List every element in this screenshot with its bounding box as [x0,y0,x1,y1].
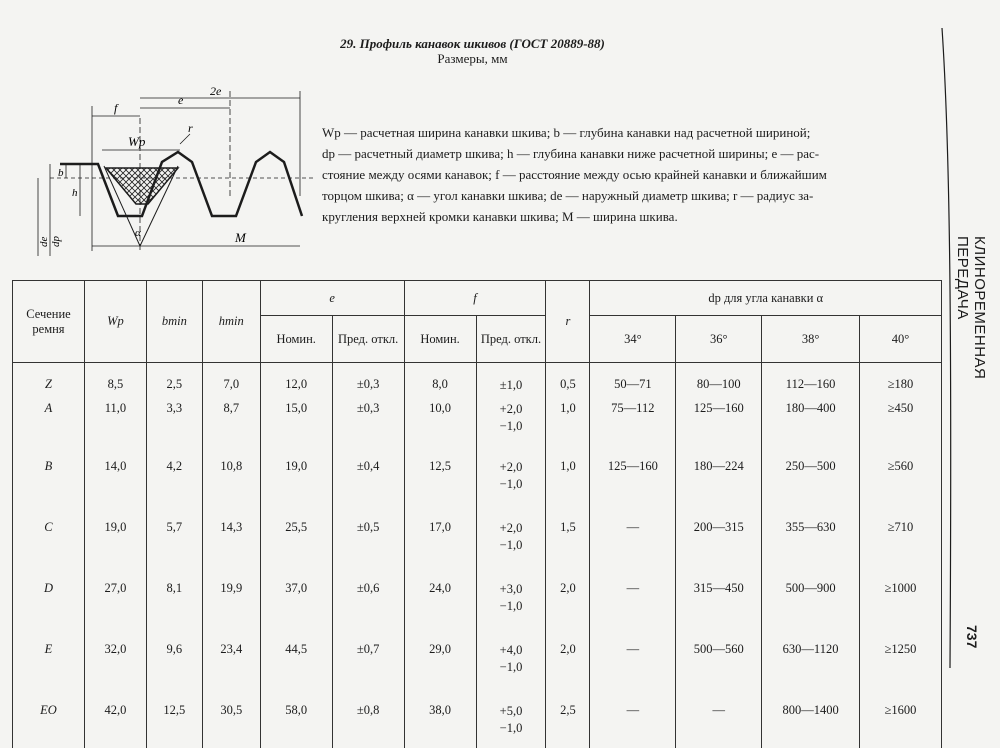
table-row [13,504,942,565]
cell-e-tolerance: ±0,7 [332,626,404,687]
tolerance-upper: +2,0 [499,402,523,416]
cell-f-tolerance [476,401,546,443]
cell-dp-38: 800—1400 [762,687,860,748]
cell-e-tolerance: ±0,8 [332,687,404,748]
cell-dp-38: 630—1120 [762,626,860,687]
header-bmin: bmin [146,281,202,363]
cell-bmin: 8,1 [146,565,202,626]
header-e: e [260,281,404,316]
groove-dimensions-table [12,280,942,748]
cell-section: E [13,626,85,687]
tolerance-lower: −1,0 [499,538,523,552]
header-dp-angle: dp для угла канавки α [590,281,942,316]
cell-dp-34: 75—112 [590,401,676,443]
cell-r: 2,0 [546,565,590,626]
label-dp: dp [50,236,62,247]
header-f: f [404,281,546,316]
cell-hmin: 7,0 [202,363,260,402]
cell-dp-40: ≥1600 [860,687,942,748]
cell-f-nominal: 38,0 [404,687,476,748]
cell-r: 0,5 [546,363,590,402]
header-wp: Wp [84,281,146,363]
legend-line: торцом шкива; α — угол канавки шкива; de — наружный диаметр шкива; r — радиус за- [322,188,814,203]
header-e-tolerance: Пред. откл. [332,316,404,363]
cell-dp-38: 180—400 [762,401,860,443]
cell-bmin: 5,7 [146,504,202,565]
cell-bmin: 12,5 [146,687,202,748]
legend-line: Wp — расчетная ширина канавки шкива; b — глубина канавки над расчетной шириной; [322,125,811,140]
cell-dp-36: 200—315 [676,504,762,565]
cell-wp: 27,0 [84,565,146,626]
cell-f-tolerance [476,565,546,626]
cell-wp: 8,5 [84,363,146,402]
cell-e-nominal: 25,5 [260,504,332,565]
cell-section: B [13,443,85,504]
cell-e-tolerance: ±0,4 [332,443,404,504]
cell-dp-40: ≥1250 [860,626,942,687]
cell-f-tolerance [476,363,546,402]
table-row [13,401,942,443]
cell-f-nominal: 8,0 [404,363,476,402]
cell-e-tolerance: ±0,3 [332,363,404,402]
table-row [13,626,942,687]
groove-profile-diagram [30,86,320,258]
cell-dp-36: 180—224 [676,443,762,504]
cell-e-nominal: 15,0 [260,401,332,443]
cell-dp-34: 50—71 [590,363,676,402]
table-row [13,565,942,626]
tolerance-upper: +5,0 [499,704,523,718]
cell-wp: 19,0 [84,504,146,565]
cell-bmin: 9,6 [146,626,202,687]
table-row [13,687,942,748]
cell-r: 1,5 [546,504,590,565]
label-de: de [38,236,50,247]
chapter-title: КЛИНОРЕМЕННАЯ ПЕРЕДАЧА [954,236,988,380]
tolerance-lower: −1,0 [499,599,523,613]
symbol-legend [322,122,942,227]
cell-dp-36: 315—450 [676,565,762,626]
header-angle-40: 40° [860,316,942,363]
cell-dp-34: — [590,565,676,626]
legend-line: dp — расчетный диаметр шкива; h — глубина канавки ниже расчетной ширины; e — рас- [322,146,820,161]
cell-dp-36: 500—560 [676,626,762,687]
cell-e-nominal: 58,0 [260,687,332,748]
header-angle-36: 36° [676,316,762,363]
cell-r: 2,5 [546,687,590,748]
cell-e-tolerance: ±0,5 [332,504,404,565]
cell-section: D [13,565,85,626]
cell-dp-38: 355—630 [762,504,860,565]
cell-wp: 42,0 [84,687,146,748]
cell-dp-40: ≥560 [860,443,942,504]
page-number: 737 [964,625,980,649]
label-2e: 2e [210,86,222,98]
cell-section: A [13,401,85,443]
cell-e-nominal: 37,0 [260,565,332,626]
cell-r: 2,0 [546,626,590,687]
cell-r: 1,0 [546,401,590,443]
tolerance-lower: −1,0 [499,660,523,674]
cell-f-nominal: 24,0 [404,565,476,626]
cell-f-tolerance [476,687,546,748]
tolerance-upper: +4,0 [499,643,523,657]
cell-e-tolerance: ±0,6 [332,565,404,626]
cell-hmin: 8,7 [202,401,260,443]
tolerance-upper: ±1,0 [499,378,523,392]
header-e-nominal: Номин. [260,316,332,363]
cell-f-nominal: 12,5 [404,443,476,504]
cell-wp: 32,0 [84,626,146,687]
header-hmin: hmin [202,281,260,363]
cell-section: C [13,504,85,565]
cell-hmin: 19,9 [202,565,260,626]
cell-e-tolerance: ±0,3 [332,401,404,443]
cell-hmin: 23,4 [202,626,260,687]
cell-section: Z [13,363,85,402]
cell-dp-38: 500—900 [762,565,860,626]
label-wp: Wp [128,134,146,149]
table-title: 29. Профиль канавок шкивов (ГОСТ 20889-88) [340,36,605,51]
cell-r: 1,0 [546,443,590,504]
groove-profile-line [60,152,302,216]
cell-hmin: 10,8 [202,443,260,504]
header-angle-38: 38° [762,316,860,363]
label-b: b [58,167,64,179]
units-caption: Размеры, мм [437,51,508,66]
label-h: h [72,187,78,199]
cell-hmin: 30,5 [202,687,260,748]
header-f-tolerance: Пред. откл. [476,316,546,363]
cell-bmin: 4,2 [146,443,202,504]
tolerance-lower: −1,0 [499,477,523,491]
label-m: M [235,230,246,245]
cell-e-nominal: 12,0 [260,363,332,402]
cell-e-nominal: 44,5 [260,626,332,687]
cell-bmin: 3,3 [146,401,202,443]
belt-wedge [106,168,178,204]
tolerance-upper: +2,0 [499,460,523,474]
label-e: e [178,93,184,107]
cell-section: EO [13,687,85,748]
cell-dp-40: ≥180 [860,363,942,402]
cell-dp-34: 125—160 [590,443,676,504]
cell-dp-36: 125—160 [676,401,762,443]
cell-f-nominal: 10,0 [404,401,476,443]
cell-dp-40: ≥710 [860,504,942,565]
cell-dp-38: 250—500 [762,443,860,504]
cell-bmin: 2,5 [146,363,202,402]
cell-hmin: 14,3 [202,504,260,565]
cell-f-tolerance [476,626,546,687]
label-r: r [188,121,193,135]
header-section: Сечение ремня [13,281,85,363]
table-row [13,443,942,504]
legend-line: кругления верхней кромки канавки шкива; M — ширина шкива. [322,209,678,224]
header-f-nominal: Номин. [404,316,476,363]
cell-f-nominal: 29,0 [404,626,476,687]
cell-dp-34: — [590,687,676,748]
legend-line: стояние между осями канавок; f — расстояние между осью крайней канавки и ближайшим [322,167,827,182]
label-f: f [114,101,118,115]
cell-dp-34: — [590,504,676,565]
cell-dp-36: — [676,687,762,748]
cell-f-tolerance [476,504,546,565]
label-alpha: α [135,227,141,239]
cell-dp-36: 80—100 [676,363,762,402]
cell-dp-40: ≥1000 [860,565,942,626]
cell-wp: 14,0 [84,443,146,504]
cell-e-nominal: 19,0 [260,443,332,504]
table-row [13,363,942,402]
cell-dp-40: ≥450 [860,401,942,443]
tolerance-upper: +3,0 [499,582,523,596]
cell-dp-34: — [590,626,676,687]
tolerance-lower: −1,0 [499,721,523,735]
cell-dp-38: 112—160 [762,363,860,402]
tolerance-lower: −1,0 [499,419,523,433]
cell-f-tolerance [476,443,546,504]
cell-wp: 11,0 [84,401,146,443]
tolerance-upper: +2,0 [499,521,523,535]
header-angle-34: 34° [590,316,676,363]
cell-f-nominal: 17,0 [404,504,476,565]
header-r: r [546,281,590,363]
